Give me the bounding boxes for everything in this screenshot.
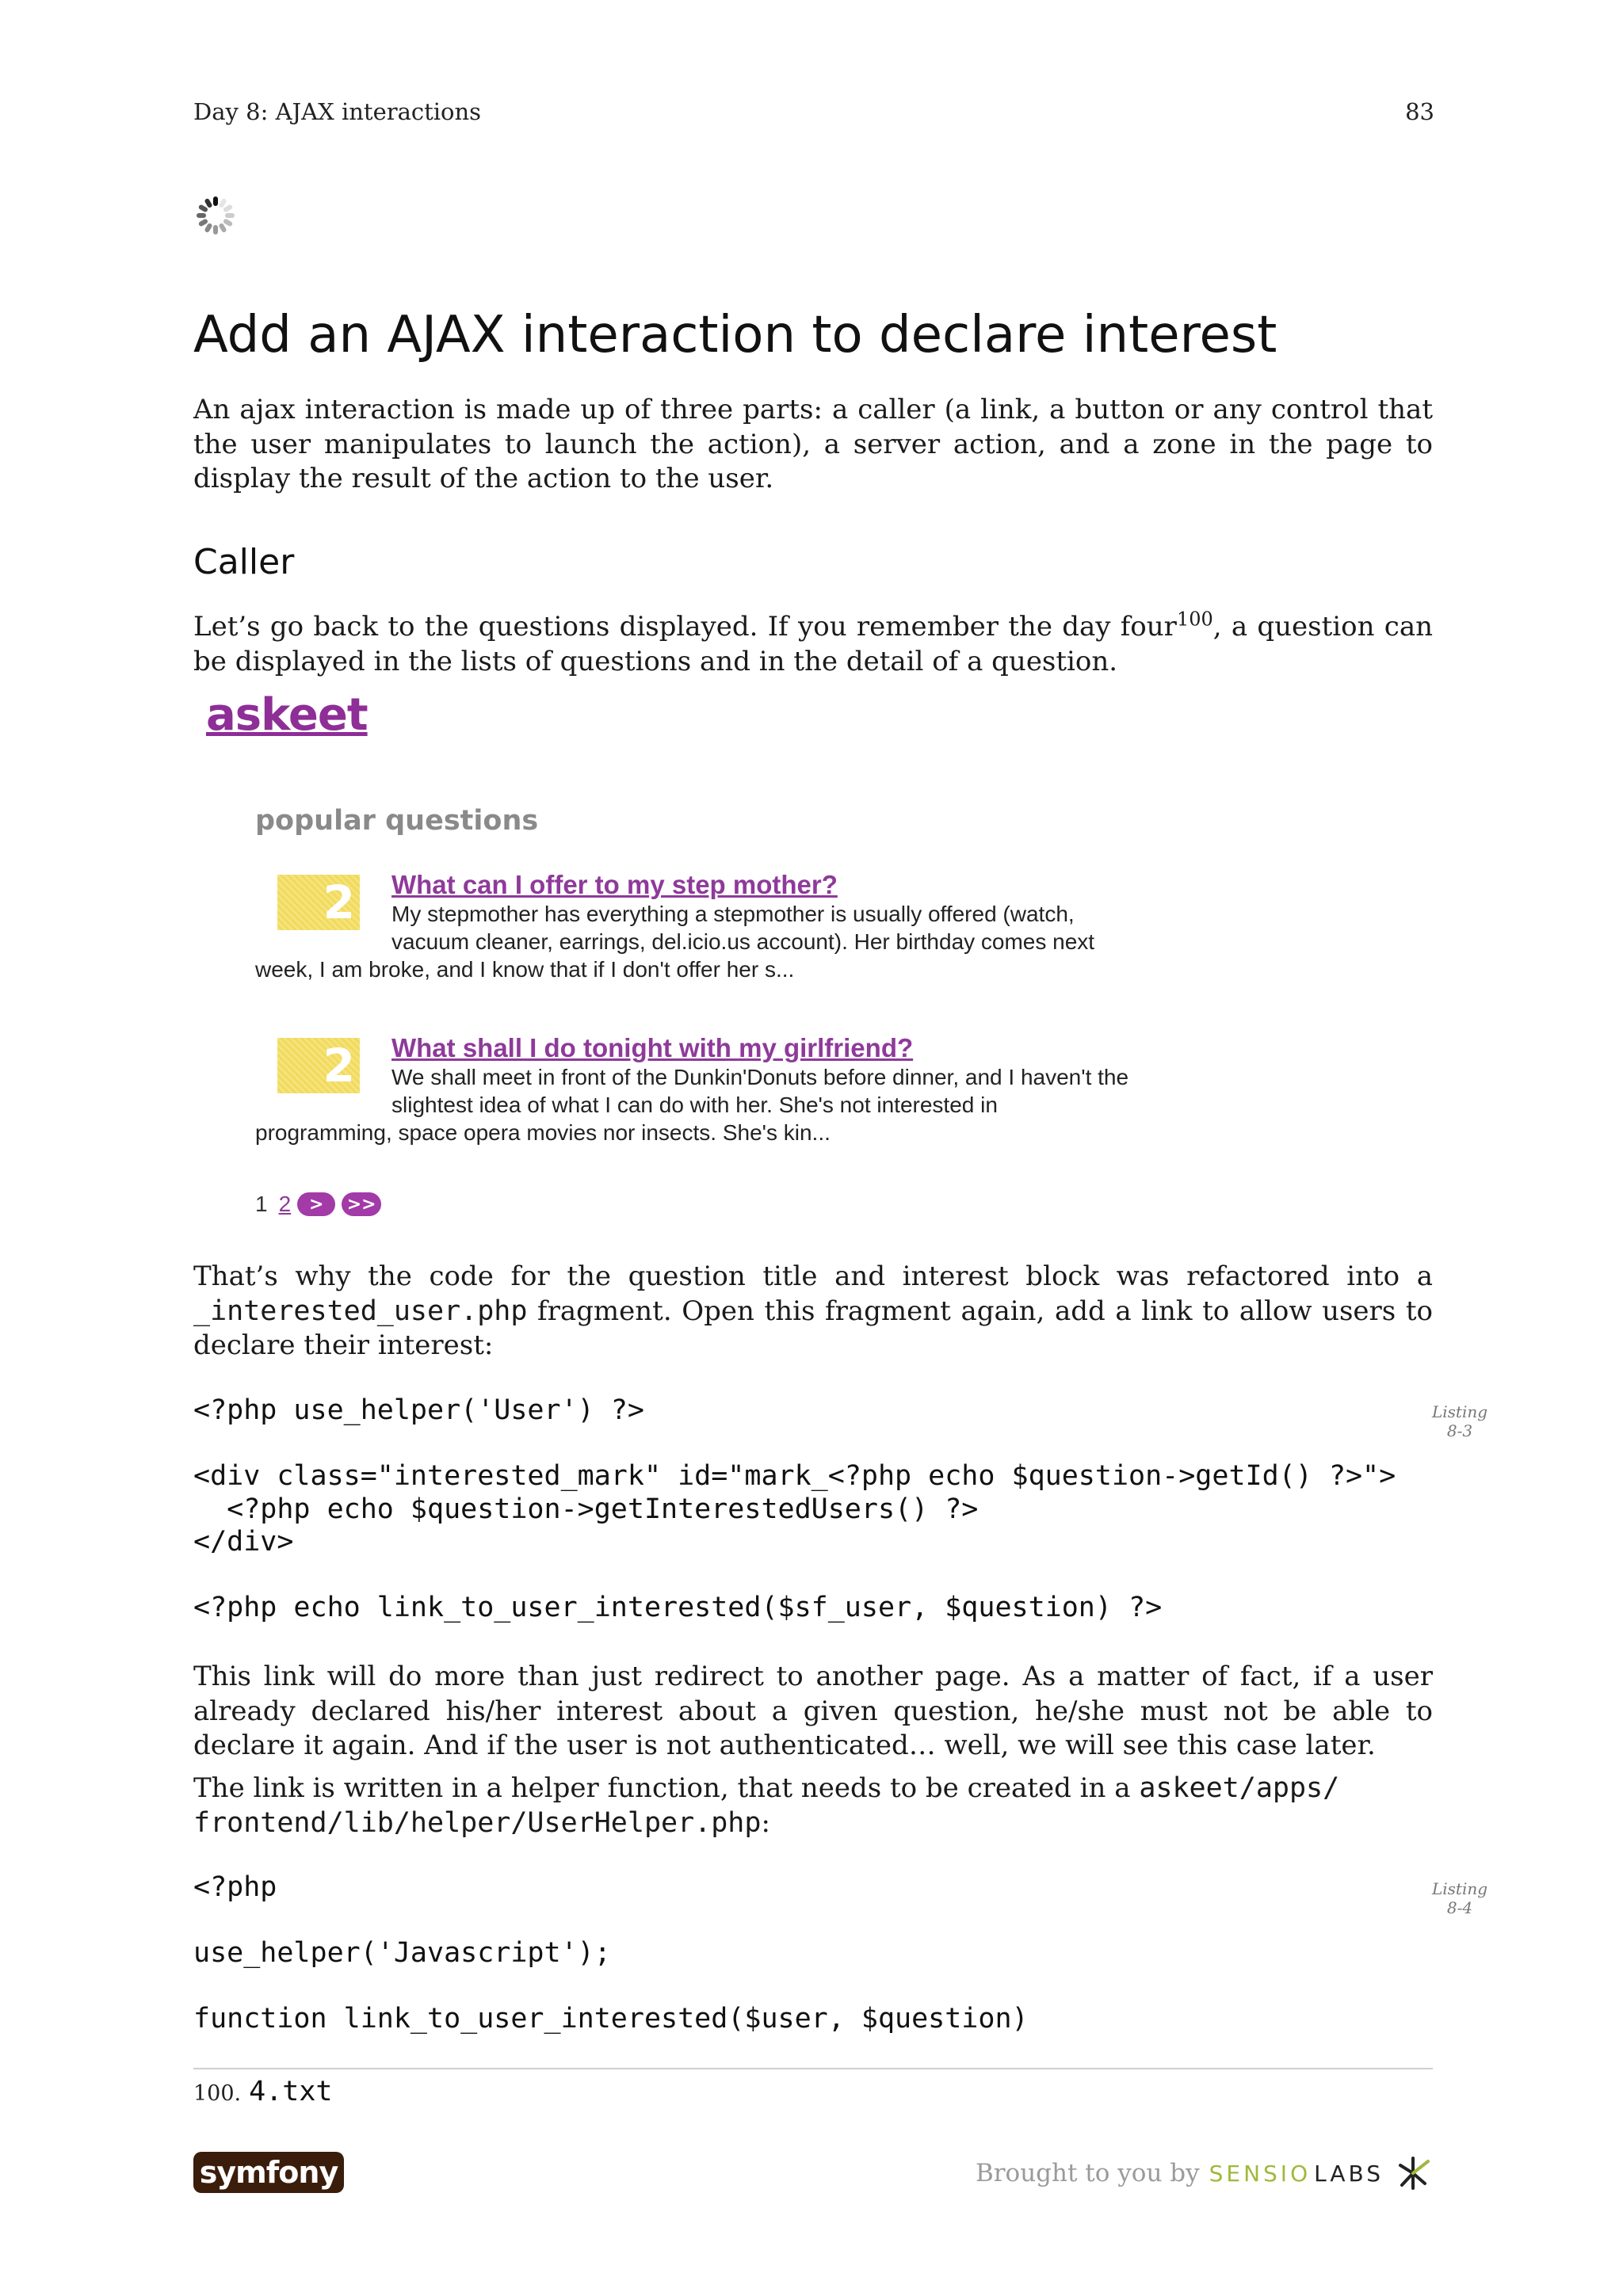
- helper-text-1: The link is written in a helper function, that needs to be created in a: [193, 1772, 1140, 1804]
- page-number: 83: [1405, 98, 1434, 125]
- question-body: [255, 900, 1190, 983]
- sponsor-credit: [976, 2153, 1433, 2193]
- askeet-screenshot: [193, 689, 1224, 1228]
- footnote-divider: [193, 2068, 1433, 2069]
- question-body: [255, 1063, 1190, 1146]
- question-body-line: slightest idea of what I can do with her. She's not interested in: [391, 1093, 998, 1117]
- question-title-link[interactable]: What shall I do tonight with my girlfriend?: [391, 1033, 914, 1062]
- code-listing-8-3: <?php use_helper('User') ?> <div class="interested_mark" id="mark_<?php echo $question->getId() ?>"> <?php echo $question->getInterestedUsers() ?> </div> <?php echo link_to_user_interested($sf_user, $question) ?>: [193, 1394, 1396, 1623]
- sensiolabs-logo-sensio: SENSIO: [1209, 2160, 1312, 2187]
- question-body-line: My stepmother has everything a stepmother is usually offered (watch,: [391, 902, 1075, 926]
- helper-text-2: :: [761, 1806, 770, 1839]
- intro-paragraph: An ajax interaction is made up of three parts: a caller (a link, a button or any control that the user manipulates to launch the action), a server action, and a zone in the page to display the result of the action to the user.: [193, 394, 1433, 494]
- refactor-paragraph: [193, 1260, 1433, 1363]
- question-body-line: programming, space opera movies nor insects. She's kin...: [255, 1120, 831, 1145]
- caller-text-1: Let’s go back to the questions displayed. If you remember the day four: [193, 611, 1177, 643]
- interest-count: 2: [323, 1039, 355, 1093]
- loading-spinner-icon: [193, 193, 238, 238]
- pager-page-link[interactable]: 2: [278, 1192, 292, 1216]
- refactor-text-2: fragment. Open this fragment again, add a link to allow users to declare their interest:: [193, 1295, 1433, 1361]
- footnote: [193, 2076, 332, 2107]
- listing-label-word: Listing: [1431, 1402, 1488, 1421]
- running-head: Day 8: AJAX interactions: [193, 98, 482, 125]
- listing-label-number: 8-3: [1446, 1421, 1473, 1440]
- pager-next-button[interactable]: >: [297, 1192, 335, 1216]
- pager-last-button[interactable]: >>: [342, 1192, 381, 1216]
- subsection-title: Caller: [193, 542, 295, 582]
- listing-label-word: Listing: [1431, 1879, 1488, 1898]
- interest-count: 2: [323, 875, 355, 929]
- inline-code: frontend/lib/helper/UserHelper.php: [193, 1806, 762, 1839]
- code-listing-8-4: <?php use_helper('Javascript'); function link_to_user_interested($user, $question): [193, 1871, 1029, 2035]
- popular-questions-heading: popular questions: [255, 805, 539, 837]
- footnote-ref[interactable]: 100: [1176, 608, 1213, 631]
- section-title: Add an AJAX interaction to declare interest: [193, 306, 1277, 364]
- footnote-link[interactable]: 4.txt: [249, 2076, 333, 2107]
- link-behaviour-paragraph: This link will do more than just redirect to another page. As a matter of fact, if a user already declared his/her interest about a given question, he/she must not be able to declare it again. And if the user is not authenticated… well, we will see this case later.: [193, 1661, 1433, 1761]
- symfony-logo: symfony: [193, 2152, 344, 2193]
- pager-current-page: 1: [255, 1192, 268, 1216]
- question-body-line: week, I am broke, and I know that if I don't offer her s...: [255, 957, 795, 982]
- footnote-number: 100.: [193, 2081, 242, 2106]
- pagination: [255, 1188, 381, 1220]
- listing-label-number: 8-4: [1446, 1898, 1473, 1917]
- caller-text-2: , a question can be displayed in the lists of questions and in the detail of a question.: [193, 611, 1433, 677]
- listing-label-8-4: [1420, 1879, 1499, 1917]
- caller-paragraph: [193, 610, 1433, 679]
- askeet-logo[interactable]: askeet: [206, 689, 368, 741]
- sensiolabs-logo-labs: LABS: [1314, 2160, 1384, 2187]
- inline-code: askeet/apps/: [1139, 1772, 1340, 1804]
- listing-label-8-3: [1420, 1402, 1499, 1440]
- helper-paragraph: [193, 1772, 1433, 1840]
- question-title-link[interactable]: What can I offer to my step mother?: [391, 870, 838, 899]
- question-body-line: We shall meet in front of the Dunkin'Donuts before dinner, and I haven't the: [391, 1065, 1129, 1089]
- refactor-text-1: That’s why the code for the question title and interest block was refactored into a: [193, 1261, 1433, 1292]
- question-body-line: vacuum cleaner, earrings, del.icio.us account). Her birthday comes next: [391, 929, 1095, 954]
- inline-code: _interested_user.php: [193, 1295, 528, 1327]
- brought-to-you-text: Brought to you by: [975, 2159, 1200, 2187]
- sensiolabs-mark-icon: [1393, 2153, 1433, 2193]
